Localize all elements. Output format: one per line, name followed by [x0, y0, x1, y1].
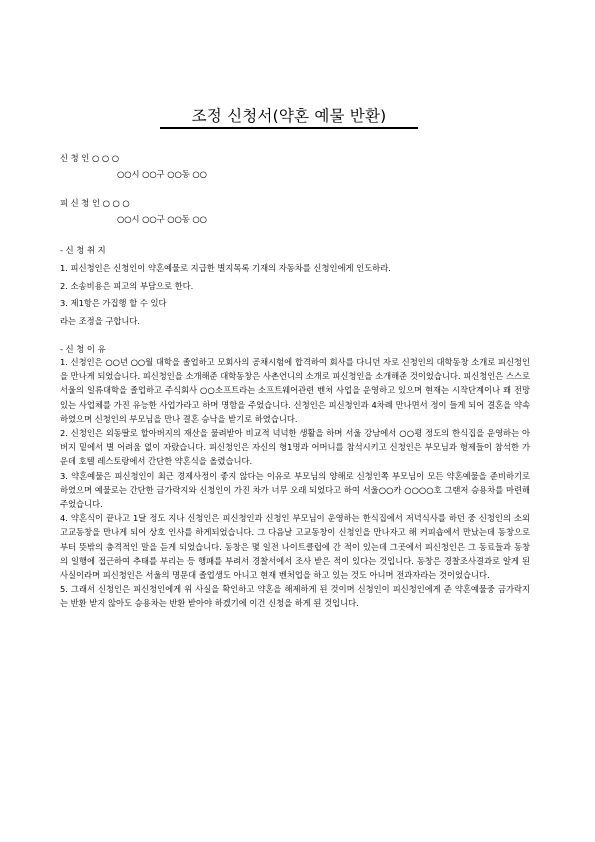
- applicant-address: ○○시 ○○구 ○○동 ○○: [117, 169, 207, 179]
- document-title: 조정 신청서(약혼 예물 반환): [160, 105, 418, 129]
- purpose-heading: - 신 청 취 지: [60, 245, 106, 255]
- reason-paragraph-1: 1. 신청인은 ○○년 ○○월 대학을 졸업하고 모회사의 공채시험에 합격하여 회사를 다니던 자로 신청인의 대학동창 소개로 피신청인을 만나게 되었습니다. 피신청인을 소개해준 대학동창은 사촌언니의 소개로 피신청인을 소개해준 것이었습니다. 피신청인은 스스로 서울의 일류대학을 졸업하고 주식회사 ○○소프트라는 소프트웨어관련 벤처 사업을 운영하고 있으며 현재는 시작단계이나 꽤 전망있는 사업체를 가진 유능한 사업가라고 하며 명함을 주었습니다. 신청인은 피신청인과 4차례 만나면서 정이 들게 되어 결혼을 약속하였으며 신청인의 부모님을 만나 결혼 승낙을 받기로 하였습니다.: [60, 357, 530, 424]
- reason-paragraph-4: 4. 약혼식이 끝나고 1달 정도 지나 신청인은 피신청인과 신청인 부모님이 운영하는 한식집에서 저녁식사를 하던 중 신청인의 소외 고교동창을 만나게 되어 상호 인사를 하게되었습니다. 그 다음날 고교동창이 신청인을 만나자고 해 커피숍에서 만났는데 동창으로부터 뜻밖의 충격적인 말을 듣게 되었습니다. 동창은 몇 일전 나이트클럽에 간 적이 있는데 그곳에서 피신청인은 그 동료들과 동창의 일행에 접근하여 추태를 부리는 등 행패를 부려서 경찰서에서 조사 받은 적이 있다는 것입니다. 동창은 경찰조사결과로 알게 된 사실이라며 피신청인은 서울의 명문대 졸업생도 아니고 현재 벤처업을 하고 있는 것도 아니며 전과자라는 것이었습니다.: [60, 513, 530, 581]
- purpose-item-3: 3. 제1항은 가집행 할 수 있다: [60, 298, 167, 308]
- reason-paragraph-2: 2. 신청인은 외동딸로 할아버지의 재산을 물려받아 비교적 넉넉한 생활을 하며 서울 강남에서 ○○평 정도의 한식집을 운영하는 아버지 밑에서 별 어려움 없이 자랐습니다. 피신청인은 자신의 형1명과 어머니를 참석시키고 신청인은 부모님과 형제들이 참석한 가운데 호텔 레스토랑에서 간단한 약혼식을 올렸습니다.: [60, 428, 530, 467]
- reasons-heading: - 신 청 이 유: [60, 344, 106, 354]
- purpose-closing: 라는 조정을 구합니다.: [60, 316, 141, 326]
- purpose-item-2: 2. 소송비용은 피고의 부담으로 한다.: [60, 281, 194, 291]
- respondent-address: ○○시 ○○구 ○○동 ○○: [117, 214, 207, 224]
- reason-paragraph-5: 5. 그래서 신청인은 피신청인에게 위 사실을 확인하고 약혼을 해제하게 된 것이며 신청인이 피신청인에게 준 약혼예물중 금가락지는 반환 받지 않아도 승용차는 반환 받아야 하겠기에 이건 신청을 하게 된 것입니다.: [60, 584, 530, 609]
- applicant-label: 신 청 인 ○ ○ ○: [60, 153, 119, 163]
- reasons-body: [60, 355, 530, 611]
- respondent-label: 피 신 청 인 ○ ○ ○: [60, 198, 130, 208]
- purpose-item-1: 1. 피신청인은 신청인이 약혼예물로 지급한 별지목록 기재의 자동차를 신청인에게 인도하라.: [60, 263, 391, 273]
- reason-paragraph-3: 3. 약혼예물은 피신청인이 최근 경제사정이 좋지 않다는 이유로 부모님의 양해로 신청인쪽 부모님이 모든 약혼예물을 준비하기로 하였으며 예물로는 간단한 금가락지와 신청인이 가진 차가 너무 오래 되었다고 하여 서울○○카 ○○○○호 그랜저 승용차를 마련해 주었습니다.: [60, 470, 530, 510]
